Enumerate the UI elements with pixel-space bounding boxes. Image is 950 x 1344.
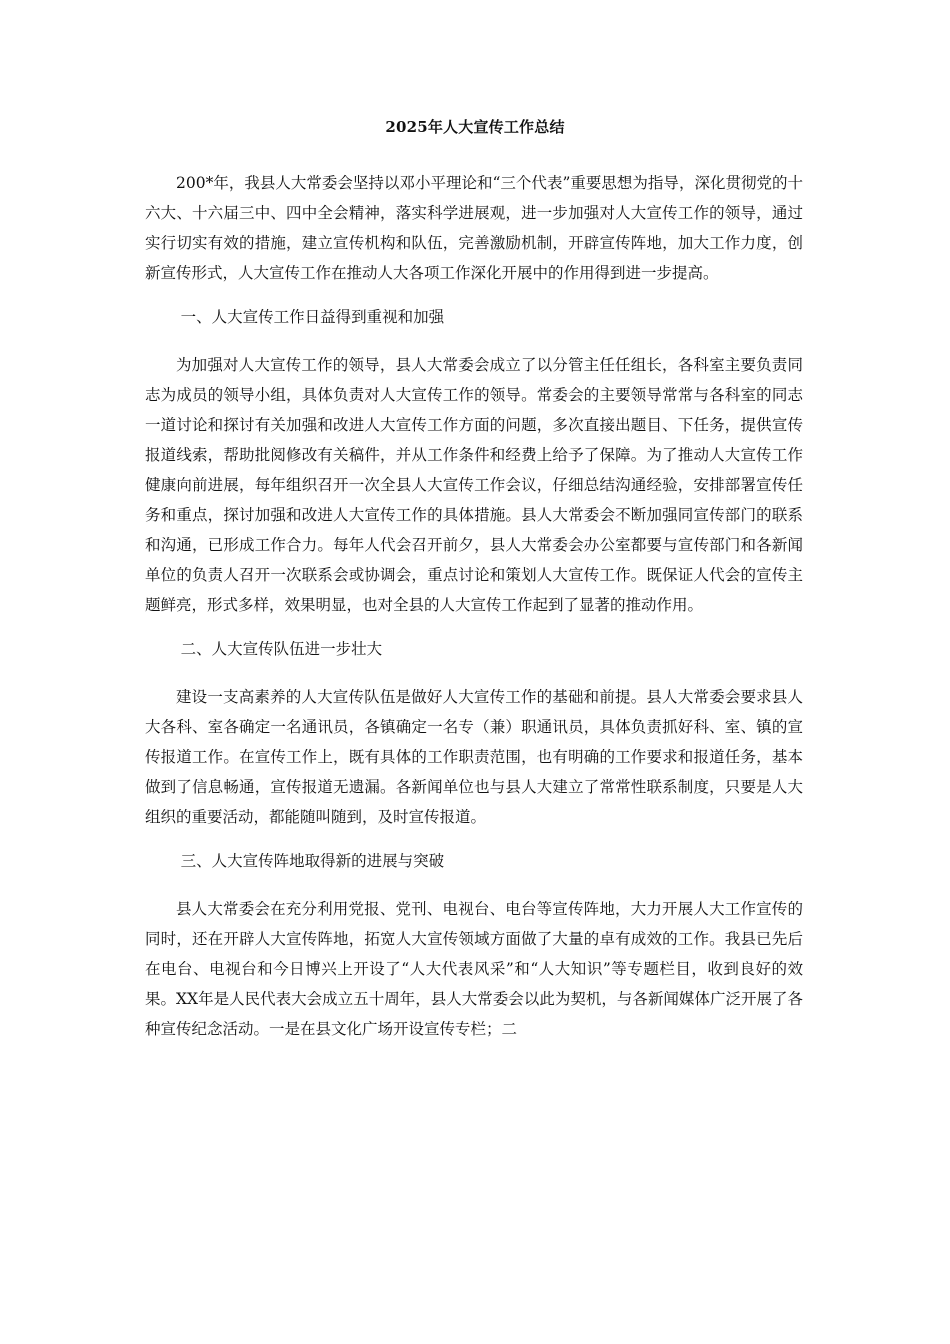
section-heading-1: 一、人大宣传工作日益得到重视和加强 [180, 308, 445, 326]
section-heading-3: 三、人大宣传阵地取得新的进展与突破 [180, 852, 445, 870]
section-2-paragraph: 建设一支高素养的人大宣传队伍是做好人大宣传工作的基础和前提。县人大常委会要求县人大各科、室各确定一名通讯员，各镇确定一名专（兼）职通讯员，具体负责抓好科、室、镇的宣传报道工作。在宣传工作上，既有具体的工作职责范围，也有明确的工作要求和报道任务，基本做到了信息畅通，宣传报道无遗漏。各新闻单位也与县人大建立了常常性联系制度，只要是人大组织的重要活动，都能随叫随到，及时宣传报道。 [145, 688, 803, 826]
section-heading-2: 二、人大宣传队伍进一步壮大 [180, 640, 383, 658]
section-1-paragraph: 为加强对人大宣传工作的领导，县人大常委会成立了以分管主任任组长，各科室主要负责同志为成员的领导小组，具体负责对人大宣传工作的领导。常委会的主要领导常常与各科室的同志一道讨论和探讨有关加强和改进人大宣传工作方面的问题，多次直接出题目、下任务，提供宣传报道线索，帮助批阅修改有关稿件，并从工作条件和经费上给予了保障。为了推动人大宣传工作健康向前进展，每年组织召开一次全县人大宣传工作会议，仔细总结沟通经验，安排部署宣传任务和重点，探讨加强和改进人大宣传工作的具体措施。县人大常委会不断加强同宣传部门的联系和沟通，已形成工作合力。每年人代会召开前夕，县人大常委会办公室都要与宣传部门和各新闻单位的负责人召开一次联系会或协调会，重点讨论和策划人大宣传工作。既保证人代会的宣传主题鲜亮，形式多样，效果明显，也对全县的人大宣传工作起到了显著的推动作用。 [145, 356, 803, 614]
intro-paragraph: 200*年，我县人大常委会坚持以邓小平理论和“三个代表”重要思想为指导，深化贯彻党的十六大、十六届三中、四中全会精神，落实科学进展观，进一步加强对人大宣传工作的领导，通过实行切实有效的措施，建立宣传机构和队伍，完善激励机制，开辟宣传阵地，加大工作力度，创新宣传形式，人大宣传工作在推动人大各项工作深化开展中的作用得到进一步提高。 [145, 174, 803, 282]
document-title: 2025年人大宣传工作总结 [385, 118, 565, 136]
section-3-paragraph: 县人大常委会在充分利用党报、党刊、电视台、电台等宣传阵地，大力开展人大工作宣传的同时，还在开辟人大宣传阵地，拓宽人大宣传领域方面做了大量的卓有成效的工作。我县已先后在电台、电视台和今日博兴上开设了“人大代表风采”和“人大知识”等专题栏目，收到良好的效果。XX年是人民代表大会成立五十周年，县人大常委会以此为契机，与各新闻媒体广泛开展了各种宣传纪念活动。一是在县文化广场开设宣传专栏；二 [145, 900, 803, 1038]
document-body [145, 168, 803, 1044]
